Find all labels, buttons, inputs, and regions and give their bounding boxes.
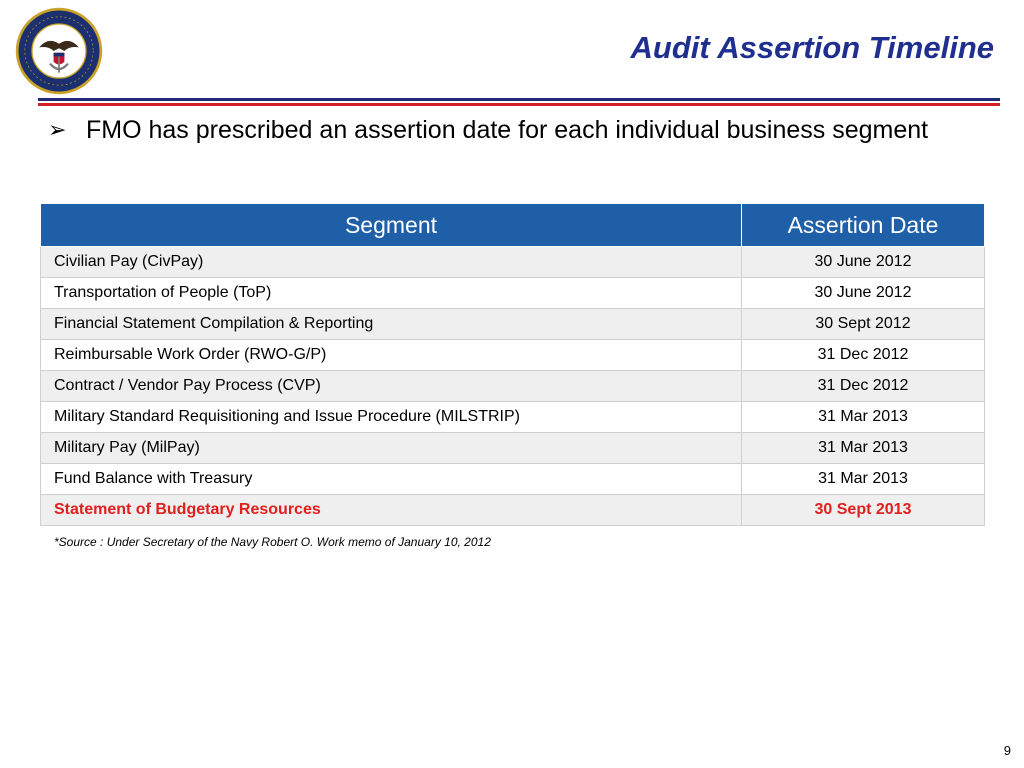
bullet-point bbox=[48, 114, 978, 147]
bullet-text: FMO has prescribed an assertion date for each individual business segment bbox=[86, 116, 929, 144]
source-footnote: *Source : Under Secretary of the Navy Robert O. Work memo of January 10, 2012 bbox=[54, 535, 491, 549]
page-title: Audit Assertion Timeline bbox=[630, 30, 994, 65]
date-cell: 31 Mar 2013 bbox=[742, 433, 985, 464]
assertion-table bbox=[40, 203, 985, 526]
table-row bbox=[41, 371, 985, 402]
header-rule-blue bbox=[38, 98, 1000, 101]
segment-cell: Military Standard Requisitioning and Issue Procedure (MILSTRIP) bbox=[41, 402, 742, 433]
table-row bbox=[41, 340, 985, 371]
date-cell: 31 Dec 2012 bbox=[742, 371, 985, 402]
segment-cell: Military Pay (MilPay) bbox=[41, 433, 742, 464]
date-cell: 30 June 2012 bbox=[742, 247, 985, 278]
segment-cell: Contract / Vendor Pay Process (CVP) bbox=[41, 371, 742, 402]
table-row bbox=[41, 247, 985, 278]
column-header-assertion-date: Assertion Date bbox=[742, 204, 985, 247]
segment-cell: Civilian Pay (CivPay) bbox=[41, 247, 742, 278]
table-row bbox=[41, 278, 985, 309]
segment-cell: Financial Statement Compilation & Reporting bbox=[41, 309, 742, 340]
date-cell: 31 Dec 2012 bbox=[742, 340, 985, 371]
segment-cell: Fund Balance with Treasury bbox=[41, 464, 742, 495]
table-header-row bbox=[41, 204, 985, 247]
header-rule-red bbox=[38, 103, 1000, 106]
table-row bbox=[41, 402, 985, 433]
table-row bbox=[41, 433, 985, 464]
segment-cell: Reimbursable Work Order (RWO-G/P) bbox=[41, 340, 742, 371]
column-header-segment: Segment bbox=[41, 204, 742, 247]
date-cell: 31 Mar 2013 bbox=[742, 402, 985, 433]
date-cell: 30 Sept 2013 bbox=[742, 495, 985, 526]
date-cell: 30 June 2012 bbox=[742, 278, 985, 309]
date-cell: 30 Sept 2012 bbox=[742, 309, 985, 340]
table-row-highlighted bbox=[41, 495, 985, 526]
date-cell: 31 Mar 2013 bbox=[742, 464, 985, 495]
table-row bbox=[41, 464, 985, 495]
navy-seal-icon bbox=[14, 6, 104, 96]
arrow-bullet-icon: ➢ bbox=[48, 117, 67, 142]
table-row bbox=[41, 309, 985, 340]
segment-cell: Transportation of People (ToP) bbox=[41, 278, 742, 309]
page-number: 9 bbox=[1003, 743, 1011, 758]
segment-cell: Statement of Budgetary Resources bbox=[41, 495, 742, 526]
